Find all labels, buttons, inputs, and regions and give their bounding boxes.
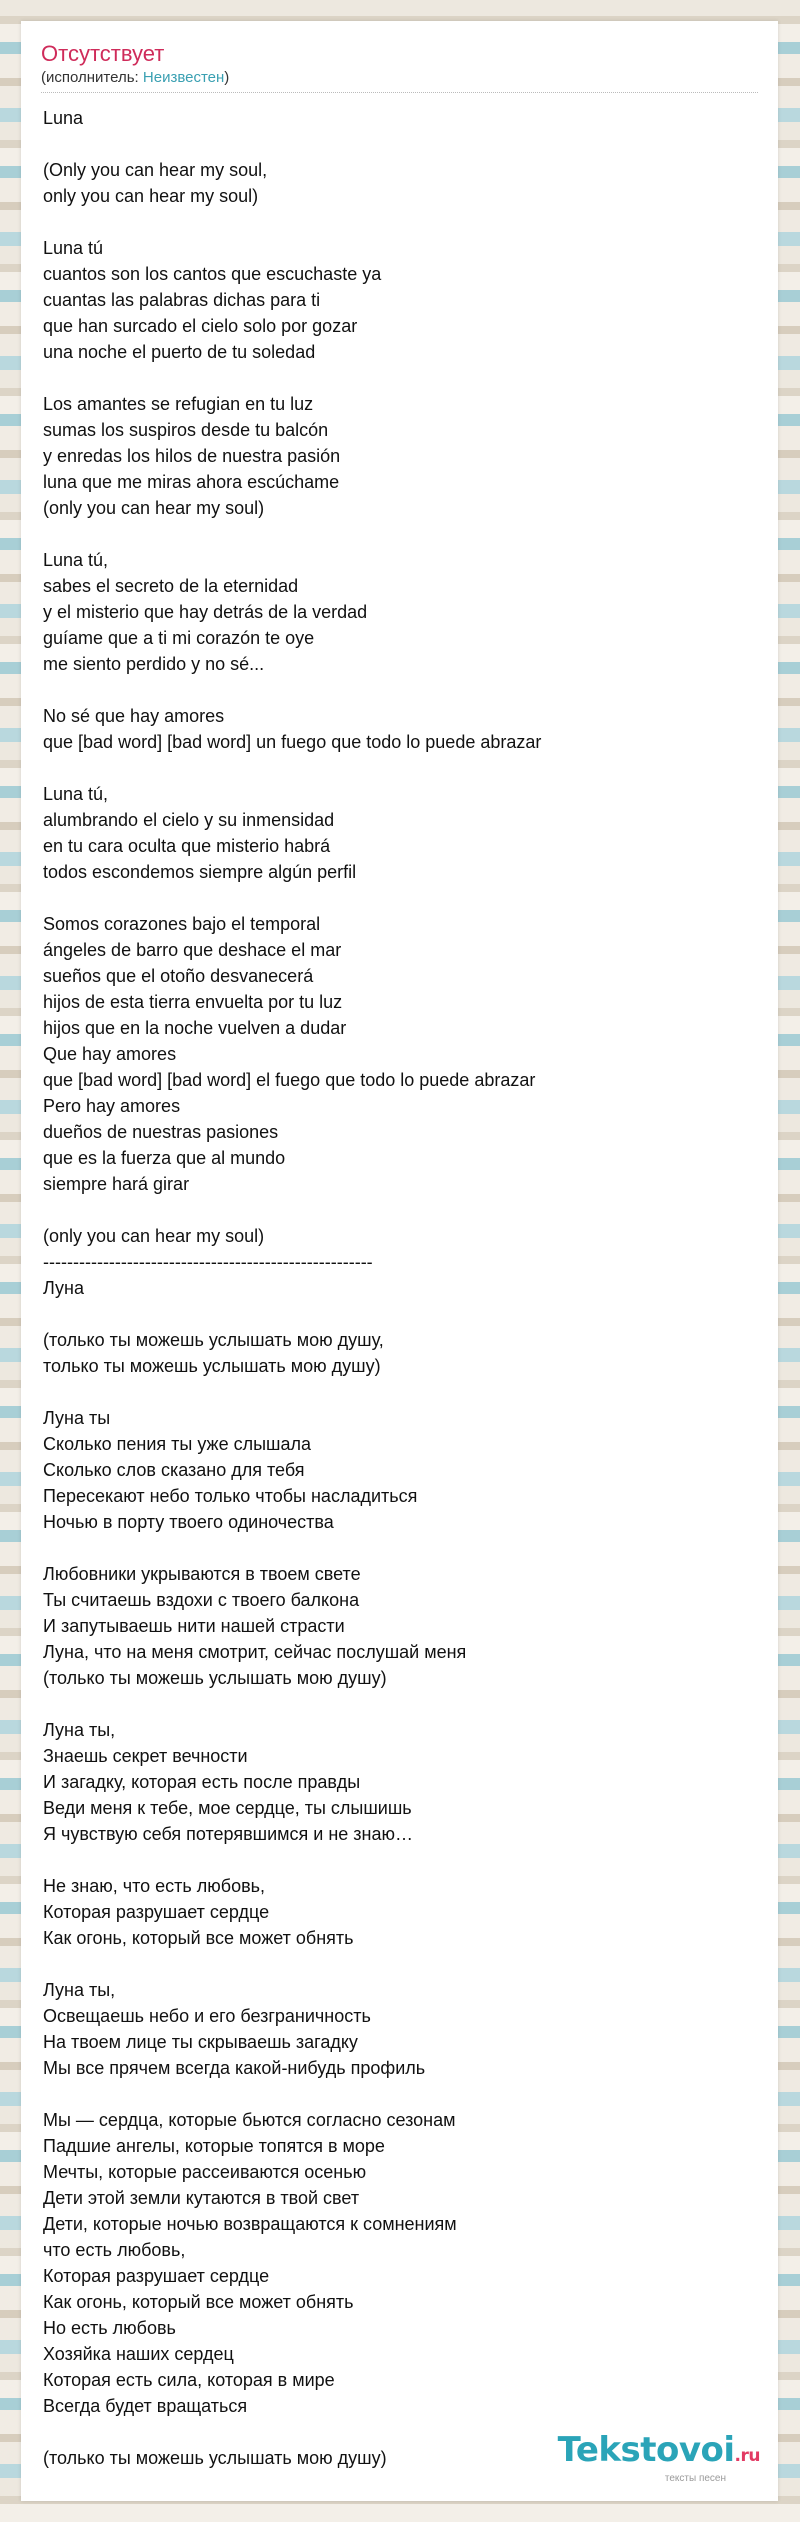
lyrics-line: На твоем лице ты скрываешь загадку — [43, 2032, 358, 2052]
lyrics-line: siempre hará girar — [43, 1174, 190, 1194]
logo-text: Tekstovoi — [557, 2430, 735, 2470]
song-title: Отсутствует — [41, 41, 165, 66]
lyrics-blank-line — [43, 677, 763, 703]
lyrics-line: hijos que en la noche vuelven a dudar — [43, 1018, 347, 1038]
lyrics-line: luna que me miras ahora escúchame — [43, 472, 340, 492]
lyrics-line: Мы все прячем всегда какой-нибудь профиль — [43, 2058, 426, 2078]
lyrics-line: que han surcado el cielo solo por gozar — [43, 316, 358, 336]
title-divider — [41, 92, 758, 93]
lyrics-line: Я чувствую себя потерявшимся и не знаю… — [43, 1824, 413, 1844]
lyrics-line: (Only you can hear my soul, — [43, 160, 268, 180]
lyrics-line: ángeles de barro que deshace el mar — [43, 940, 342, 960]
lyrics-line: hijos de esta tierra envuelta por tu luz — [43, 992, 343, 1012]
logo-tagline: тексты песен — [664, 2473, 726, 2484]
lyrics-line: (только ты можешь услышать мою душу) — [43, 1668, 387, 1688]
site-logo[interactable] — [557, 2430, 760, 2485]
lyrics-line: Веди меня к тебе, мое сердце, ты слышишь — [43, 1798, 412, 1818]
lyrics-line: guíame que a ti mi corazón te oye — [43, 628, 315, 648]
lyrics-line: Pero hay amores — [43, 1096, 181, 1116]
lyrics-blank-line — [43, 365, 763, 391]
lyrics-line: Ты считаешь вздохи с твоего балкона — [43, 1590, 360, 1610]
lyrics-blank-line — [43, 1691, 763, 1717]
lyrics-line: Сколько слов сказано для тебя — [43, 1460, 305, 1480]
lyrics-line: Luna — [43, 108, 84, 128]
lyrics-line: Los amantes se refugian en tu luz — [43, 394, 314, 414]
lyrics-line: (только ты можешь услышать мою душу, — [43, 1330, 384, 1350]
lyrics-blank-line — [43, 1197, 763, 1223]
lyrics-line: sumas los suspiros desde tu balcón — [43, 420, 329, 440]
lyrics-line: cuantos son los cantos que escuchaste ya — [43, 264, 382, 284]
lyrics-line: Луна — [43, 1278, 84, 1298]
lyrics-line: No sé que hay amores — [43, 706, 225, 726]
lyrics-blank-line — [43, 131, 763, 157]
lyrics-line: Ночью в порту твоего одиночества — [43, 1512, 334, 1532]
lyrics-line: que [bad word] [bad word] el fuego que todo lo puede abrazar — [43, 1070, 536, 1090]
lyrics-line: Пересекают небо только чтобы насладиться — [43, 1486, 418, 1506]
lyrics-line: Мечты, которые рассеиваются осенью — [43, 2162, 367, 2182]
lyrics-blank-line — [43, 755, 763, 781]
lyrics-line: sabes el secreto de la eternidad — [43, 576, 299, 596]
lyrics-line: alumbrando el cielo y su inmensidad — [43, 810, 335, 830]
lyrics-line: Всегда будет вращаться — [43, 2396, 248, 2416]
lyrics-line: Как огонь, который все может обнять — [43, 1928, 354, 1948]
lyrics-line: И запутываешь нити нашей страсти — [43, 1616, 345, 1636]
lyrics-line: Любовники укрываются в твоем свете — [43, 1564, 361, 1584]
lyrics-line: что есть любовь, — [43, 2240, 186, 2260]
lyrics-blank-line — [43, 1301, 763, 1327]
lyrics-line: Луна, что на меня смотрит, сейчас послушай меня — [43, 1642, 467, 1662]
lyrics-line: Luna tú, — [43, 550, 109, 570]
lyrics-line: Luna tú — [43, 238, 104, 258]
lyrics-line: Как огонь, который все может обнять — [43, 2292, 354, 2312]
lyrics-text — [43, 105, 763, 2471]
lyrics-line: Которая разрушает сердце — [43, 1902, 270, 1922]
lyrics-line: Дети, которые ночью возвращаются к сомнениям — [43, 2214, 457, 2234]
lyrics-line: Знаешь секрет вечности — [43, 1746, 248, 1766]
lyrics-line: todos escondemos siempre algún perfil — [43, 862, 357, 882]
lyrics-line: Que hay amores — [43, 1044, 177, 1064]
lyrics-line: que es la fuerza que al mundo — [43, 1148, 286, 1168]
lyrics-line: Somos corazones bajo el temporal — [43, 914, 321, 934]
lyrics-line: Луна ты, — [43, 1980, 116, 2000]
lyrics-line: Сколько пения ты уже слышала — [43, 1434, 312, 1454]
lyrics-line: en tu cara oculta que misterio habrá — [43, 836, 331, 856]
lyrics-page — [21, 21, 778, 2501]
lyrics-blank-line — [43, 521, 763, 547]
lyrics-line: que [bad word] [bad word] un fuego que todo lo puede abrazar — [43, 732, 542, 752]
artist-link[interactable]: Неизвестен — [142, 69, 225, 86]
lyrics-line: Мы — сердца, которые бьются согласно сезонам — [43, 2110, 456, 2130]
artist-line — [41, 69, 229, 87]
lyrics-line: И загадку, которая есть после правды — [43, 1772, 361, 1792]
lyrics-line: y el misterio que hay detrás de la verdad — [43, 602, 368, 622]
lyrics-blank-line — [43, 2081, 763, 2107]
lyrics-line: me siento perdido y no sé... — [43, 654, 265, 674]
lyrics-line: только ты можешь услышать мою душу) — [43, 1356, 381, 1376]
lyrics-line: Дети этой земли кутаются в твой свет — [43, 2188, 360, 2208]
lyrics-line: (only you can hear my soul) — [43, 498, 265, 518]
lyrics-line: (только ты можешь услышать мою душу) — [43, 2448, 387, 2468]
lyrics-line: ------------------------------------------------------- — [43, 1252, 373, 1272]
lyrics-blank-line — [43, 1535, 763, 1561]
lyrics-line: Не знаю, что есть любовь, — [43, 1876, 266, 1896]
lyrics-blank-line — [43, 1951, 763, 1977]
lyrics-line: Luna tú, — [43, 784, 109, 804]
artist-prefix: (исполнитель: — [41, 69, 139, 86]
lyrics-line: Хозяйка наших сердец — [43, 2344, 234, 2364]
lyrics-line: y enredas los hilos de nuestra pasión — [43, 446, 341, 466]
lyrics-blank-line — [43, 885, 763, 911]
lyrics-line: cuantas las palabras dichas para ti — [43, 290, 321, 310]
lyrics-blank-line — [43, 1847, 763, 1873]
lyrics-line: Но есть любовь — [43, 2318, 176, 2338]
lyrics-line: only you can hear my soul) — [43, 186, 259, 206]
lyrics-line: Луна ты, — [43, 1720, 116, 1740]
lyrics-blank-line — [43, 1379, 763, 1405]
lyrics-line: sueños que el otoño desvanecerá — [43, 966, 314, 986]
lyrics-line: Падшие ангелы, которые топятся в море — [43, 2136, 385, 2156]
logo-wordmark — [557, 2430, 760, 2473]
logo-tld: .ru — [734, 2446, 760, 2466]
lyrics-line: Которая разрушает сердце — [43, 2266, 270, 2286]
lyrics-line: Которая есть сила, которая в мире — [43, 2370, 335, 2390]
lyrics-line: Луна ты — [43, 1408, 111, 1428]
lyrics-line: Освещаешь небо и его безграничность — [43, 2006, 371, 2026]
lyrics-line: dueños de nuestras pasiones — [43, 1122, 279, 1142]
lyrics-line: una noche el puerto de tu soledad — [43, 342, 316, 362]
lyrics-blank-line — [43, 209, 763, 235]
artist-suffix: ) — [224, 69, 230, 86]
lyrics-line: (only you can hear my soul) — [43, 1226, 265, 1246]
